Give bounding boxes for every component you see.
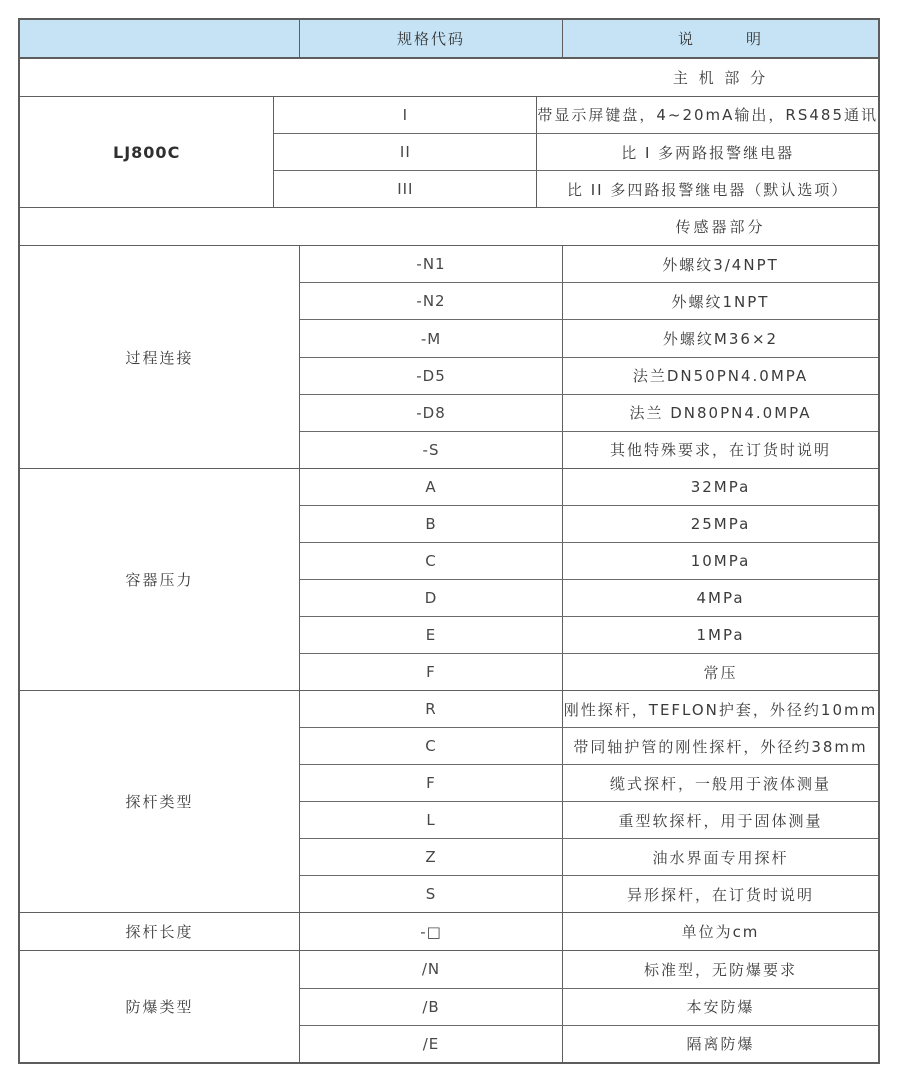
spec-code-cell: II <box>274 134 537 170</box>
section-spacer <box>20 59 563 96</box>
group-rows <box>300 469 878 690</box>
table-row <box>300 246 878 283</box>
description-cell: 10MPa <box>690 551 751 570</box>
group-rows <box>300 691 878 912</box>
spec-code-cell: -N2 <box>300 283 563 319</box>
description-cell: 缆式探杆，一般用于液体测量 <box>609 774 831 793</box>
description-cell: 刚性探杆，TEFLON护套，外径约10mm <box>563 700 878 719</box>
section-row <box>20 208 878 246</box>
table-row <box>300 617 878 654</box>
table-row <box>274 97 878 134</box>
spec-code-cell: A <box>300 469 563 505</box>
table-row <box>300 506 878 543</box>
description-cell: 1MPa <box>696 625 745 644</box>
description-cell: 标准型，无防爆要求 <box>643 960 797 979</box>
spec-code-cell: -M <box>300 320 563 356</box>
table-row <box>300 1026 878 1062</box>
table-row <box>300 951 878 988</box>
description-cell: 本安防爆 <box>686 998 755 1017</box>
category-cell: 防爆类型 <box>20 951 300 1062</box>
description-cell: 单位为cm <box>681 923 760 942</box>
spec-code-cell: D <box>300 580 563 616</box>
section-label: 传感器部分 <box>675 218 766 237</box>
description-cell: 25MPa <box>690 514 751 533</box>
group-rows <box>300 913 878 950</box>
spec-code-cell: III <box>274 171 537 207</box>
category-cell: 探杆类型 <box>20 691 300 912</box>
category-group <box>20 913 878 951</box>
spec-code-cell: S <box>300 876 563 912</box>
description-cell: 隔离防爆 <box>686 1035 755 1054</box>
table-row <box>300 728 878 765</box>
category-cell: 探杆长度 <box>20 913 300 950</box>
description-cell: 带显示屏键盘，4~20mA输出，RS485通讯 <box>537 106 878 125</box>
description-cell: 法兰 DN80PN4.0MPA <box>629 404 812 423</box>
spec-code-cell: F <box>300 654 563 690</box>
table-row <box>274 171 878 207</box>
spec-code-cell: I <box>274 97 537 133</box>
table-row <box>300 691 878 728</box>
header-description-cell: 说 明 <box>677 29 763 48</box>
description-cell: 外螺纹1NPT <box>671 292 770 311</box>
description-cell: 常压 <box>703 663 738 682</box>
spec-code-cell: -S <box>300 432 563 468</box>
table-row <box>300 395 878 432</box>
spec-code-cell: /E <box>300 1026 563 1062</box>
spec-code-cell: -□ <box>300 913 563 950</box>
header-spec-code-cell: 规格代码 <box>300 20 563 57</box>
spec-code-cell: /B <box>300 989 563 1025</box>
spec-code-cell: R <box>300 691 563 727</box>
section-row <box>20 59 878 97</box>
table-row <box>300 876 878 912</box>
spec-code-cell: L <box>300 802 563 838</box>
description-cell: 油水界面专用探杆 <box>652 848 789 867</box>
description-cell: 异形探杆，在订货时说明 <box>626 885 814 904</box>
category-group <box>20 691 878 913</box>
table-row <box>300 320 878 357</box>
group-rows <box>300 246 878 467</box>
table-row <box>300 543 878 580</box>
spec-code-cell: -D5 <box>300 358 563 394</box>
table-row <box>300 802 878 839</box>
description-cell: 重型软探杆，用于固体测量 <box>618 811 823 830</box>
table-row <box>300 839 878 876</box>
description-cell: 比 I 多两路报警继电器 <box>621 143 795 162</box>
header-category-cell <box>20 20 300 57</box>
spec-code-cell: E <box>300 617 563 653</box>
description-cell: 其他特殊要求，在订货时说明 <box>609 441 831 460</box>
category-group <box>20 97 878 209</box>
table-row <box>300 469 878 506</box>
table-row <box>300 580 878 617</box>
category-group <box>20 246 878 468</box>
description-cell: 比 II 多四路报警继电器（默认选项） <box>566 180 849 199</box>
table-row <box>300 283 878 320</box>
description-cell: 外螺纹M36×2 <box>662 330 779 348</box>
category-cell: LJ800C <box>20 97 274 208</box>
spec-code-cell: F <box>300 765 563 801</box>
spec-code-cell: C <box>300 728 563 764</box>
group-rows <box>274 97 878 208</box>
table-row <box>300 358 878 395</box>
category-group <box>20 951 878 1062</box>
description-cell: 外螺纹3/4NPT <box>662 255 779 274</box>
table-row <box>300 765 878 802</box>
table-row <box>300 913 878 950</box>
section-label: 主 机 部 分 <box>672 68 769 87</box>
group-rows <box>300 951 878 1062</box>
spec-code-cell: C <box>300 543 563 579</box>
table-row <box>300 432 878 468</box>
table-header-row <box>20 20 878 59</box>
spec-code-cell: -D8 <box>300 395 563 431</box>
spec-table <box>18 18 880 1064</box>
category-cell: 容器压力 <box>20 469 300 690</box>
category-group <box>20 469 878 691</box>
table-row <box>300 654 878 690</box>
description-cell: 4MPa <box>696 588 745 607</box>
category-cell: 过程连接 <box>20 246 300 467</box>
description-cell: 带同轴护管的刚性探杆，外径约38mm <box>573 737 868 756</box>
spec-code-cell: Z <box>300 839 563 875</box>
description-cell: 32MPa <box>690 477 751 496</box>
description-cell: 法兰DN50PN4.0MPA <box>632 367 809 386</box>
section-spacer <box>20 208 563 245</box>
spec-code-cell: -N1 <box>300 246 563 282</box>
spec-code-cell: /N <box>300 951 563 987</box>
table-row <box>274 134 878 171</box>
table-row <box>300 989 878 1026</box>
spec-code-cell: B <box>300 506 563 542</box>
